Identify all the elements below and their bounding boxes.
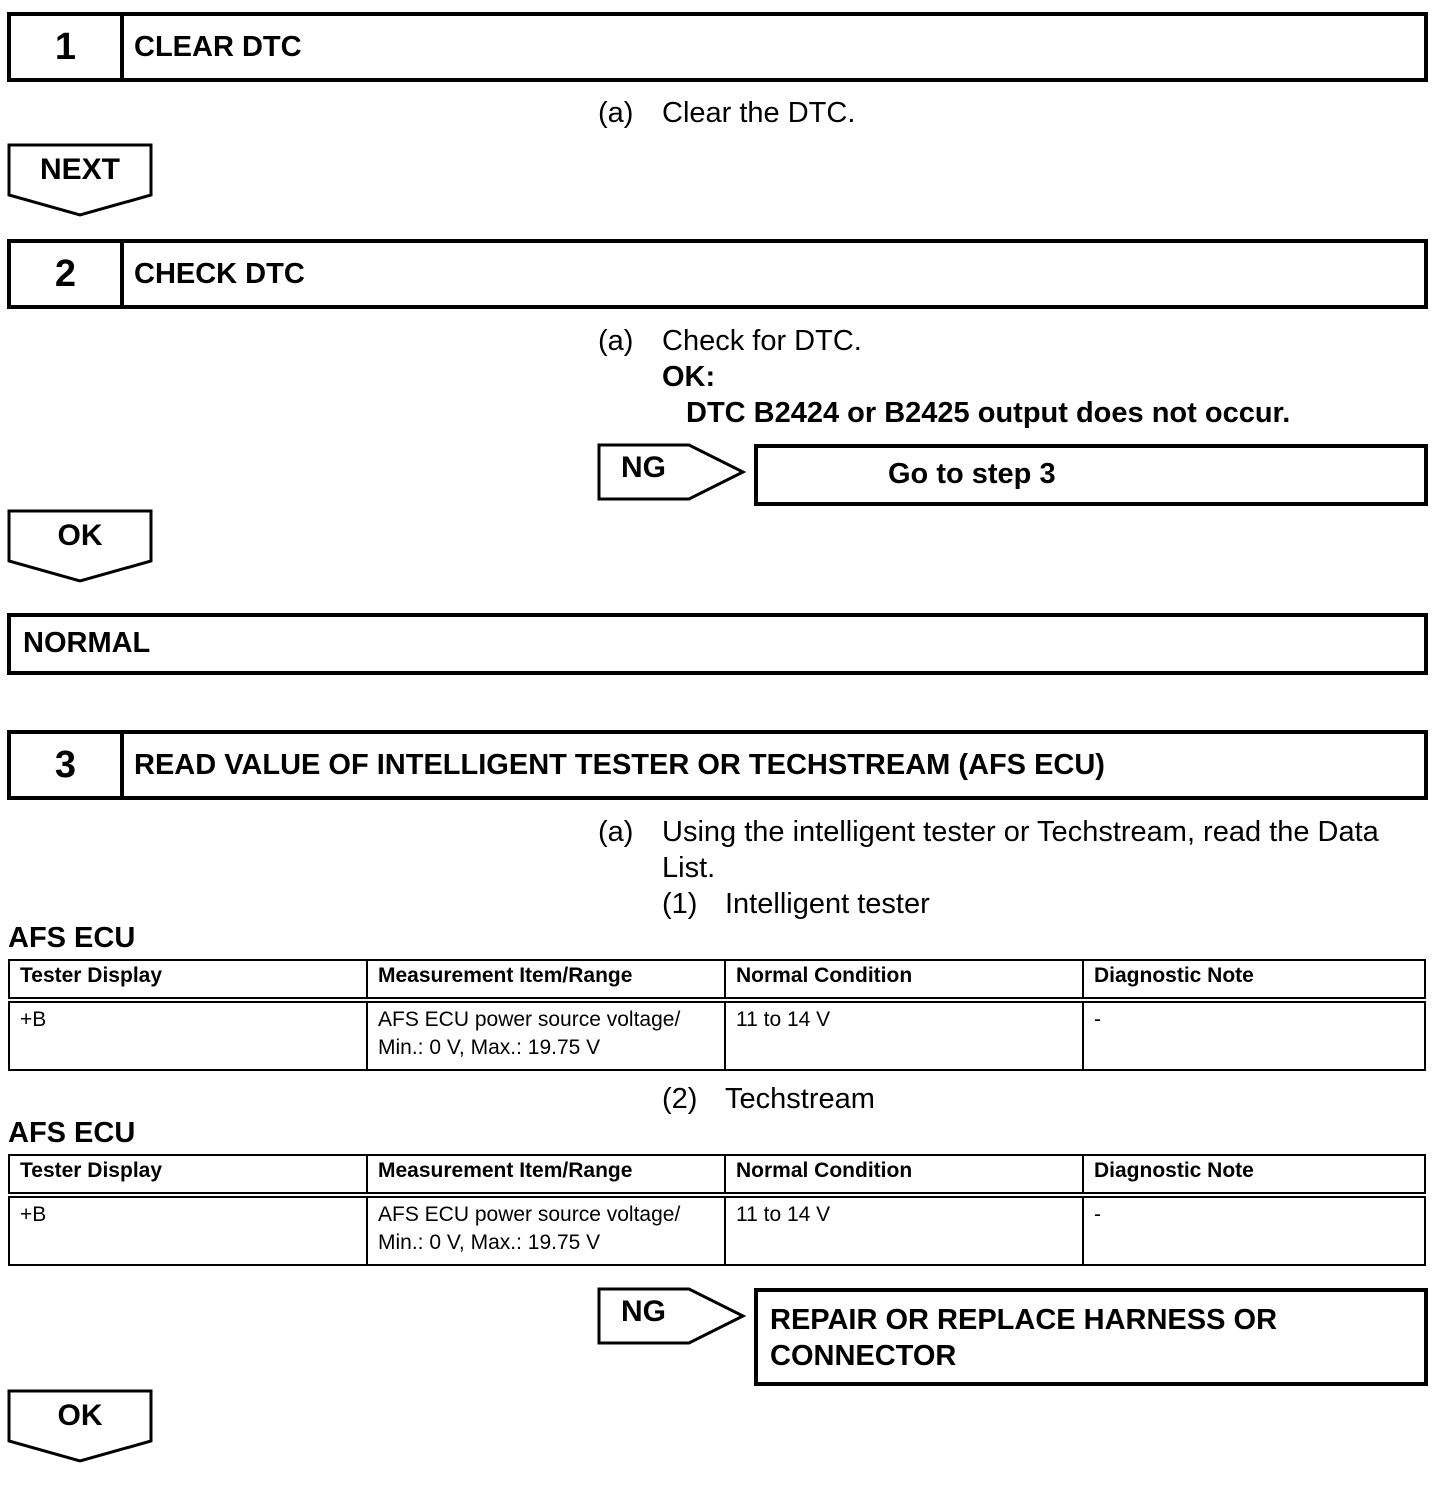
- step-1-header: [7, 12, 1428, 82]
- column-header: Normal Condition: [725, 960, 1083, 1000]
- column-header: Measurement Item/Range: [367, 960, 725, 1000]
- ng-label: NG: [621, 451, 666, 484]
- ok-label: OK: [57, 1399, 103, 1432]
- sub-1-marker: (1): [662, 888, 698, 920]
- column-header: Diagnostic Note: [1083, 1155, 1425, 1195]
- next-label: NEXT: [39, 153, 120, 186]
- measurement-item-cell: [367, 1000, 725, 1070]
- data-list-table: [8, 959, 1426, 1071]
- diagnostic-note-cell: -: [1083, 1000, 1425, 1070]
- ng-result-line: CONNECTOR: [770, 1340, 957, 1372]
- sub-a-text: Check for DTC.: [662, 325, 862, 357]
- normal-condition-cell: 11 to 14 V: [725, 1000, 1083, 1070]
- column-header: Normal Condition: [725, 1155, 1083, 1195]
- right-arrow-tag-shape: [597, 1287, 747, 1345]
- ng-arrow: [597, 443, 747, 501]
- ng-result-box: [754, 444, 1428, 506]
- measurement-range-line: Min.: 0 V, Max.: 19.75 V: [378, 1231, 601, 1254]
- ng-result-box: [754, 1288, 1428, 1386]
- table-header-row: [9, 1155, 1425, 1195]
- sub-a-marker: (a): [598, 816, 634, 848]
- normal-condition-cell: 11 to 14 V: [725, 1195, 1083, 1265]
- measurement-item-cell: [367, 1195, 725, 1265]
- step-number: 1: [11, 16, 124, 78]
- sub-1-text: Intelligent tester: [725, 888, 930, 920]
- ng-label: NG: [621, 1295, 666, 1328]
- step-title: READ VALUE OF INTELLIGENT TESTER OR TECHSTREAM (AFS ECU): [134, 748, 1105, 781]
- step-number: 2: [11, 243, 124, 305]
- ok-tag: [7, 1389, 153, 1465]
- table-header-row: [9, 960, 1425, 1000]
- table-row: [9, 1195, 1425, 1265]
- sub-2-marker: (2): [662, 1083, 698, 1115]
- sub-a-marker: (a): [598, 325, 634, 357]
- sub-a-text: Clear the DTC.: [662, 97, 856, 129]
- measurement-range-line: Min.: 0 V, Max.: 19.75 V: [378, 1036, 601, 1059]
- ok-label: OK: [57, 519, 103, 552]
- measurement-item-line: AFS ECU power source voltage/: [378, 1008, 681, 1031]
- step-3-header: [7, 730, 1428, 800]
- ng-result-line: REPAIR OR REPLACE HARNESS OR: [770, 1304, 1278, 1336]
- ok-tag: [7, 509, 153, 585]
- column-header: Tester Display: [9, 1155, 367, 1195]
- ok-condition: DTC B2424 or B2425 output does not occur.: [686, 397, 1291, 429]
- normal-text: NORMAL: [23, 627, 151, 659]
- sub-a-line2: List.: [662, 852, 716, 884]
- next-tag: [7, 143, 153, 219]
- tester-display-cell: +B: [9, 1195, 367, 1265]
- diagnostic-note-cell: -: [1083, 1195, 1425, 1265]
- table-row: [9, 1000, 1425, 1070]
- sub-2-text: Techstream: [725, 1083, 875, 1115]
- column-header: Tester Display: [9, 960, 367, 1000]
- right-arrow-tag-shape: [597, 443, 747, 501]
- column-header: Measurement Item/Range: [367, 1155, 725, 1195]
- normal-box: [7, 613, 1428, 675]
- column-header: Diagnostic Note: [1083, 960, 1425, 1000]
- measurement-item-line: AFS ECU power source voltage/: [378, 1203, 681, 1226]
- data-list-table: [8, 1154, 1426, 1266]
- step-title: CHECK DTC: [134, 257, 305, 290]
- step-2-header: [7, 239, 1428, 309]
- ng-arrow: [597, 1287, 747, 1345]
- step-number: 3: [11, 734, 124, 796]
- sub-a-line1: Using the intelligent tester or Techstream, read the Data: [662, 816, 1379, 848]
- sub-a-marker: (a): [598, 97, 634, 129]
- table-title: AFS ECU: [8, 1117, 136, 1149]
- ok-label: OK:: [662, 361, 716, 393]
- table-title: AFS ECU: [8, 922, 136, 954]
- tester-display-cell: +B: [9, 1000, 367, 1070]
- step-title: CLEAR DTC: [134, 30, 302, 63]
- ng-result-text: Go to step 3: [888, 458, 1056, 490]
